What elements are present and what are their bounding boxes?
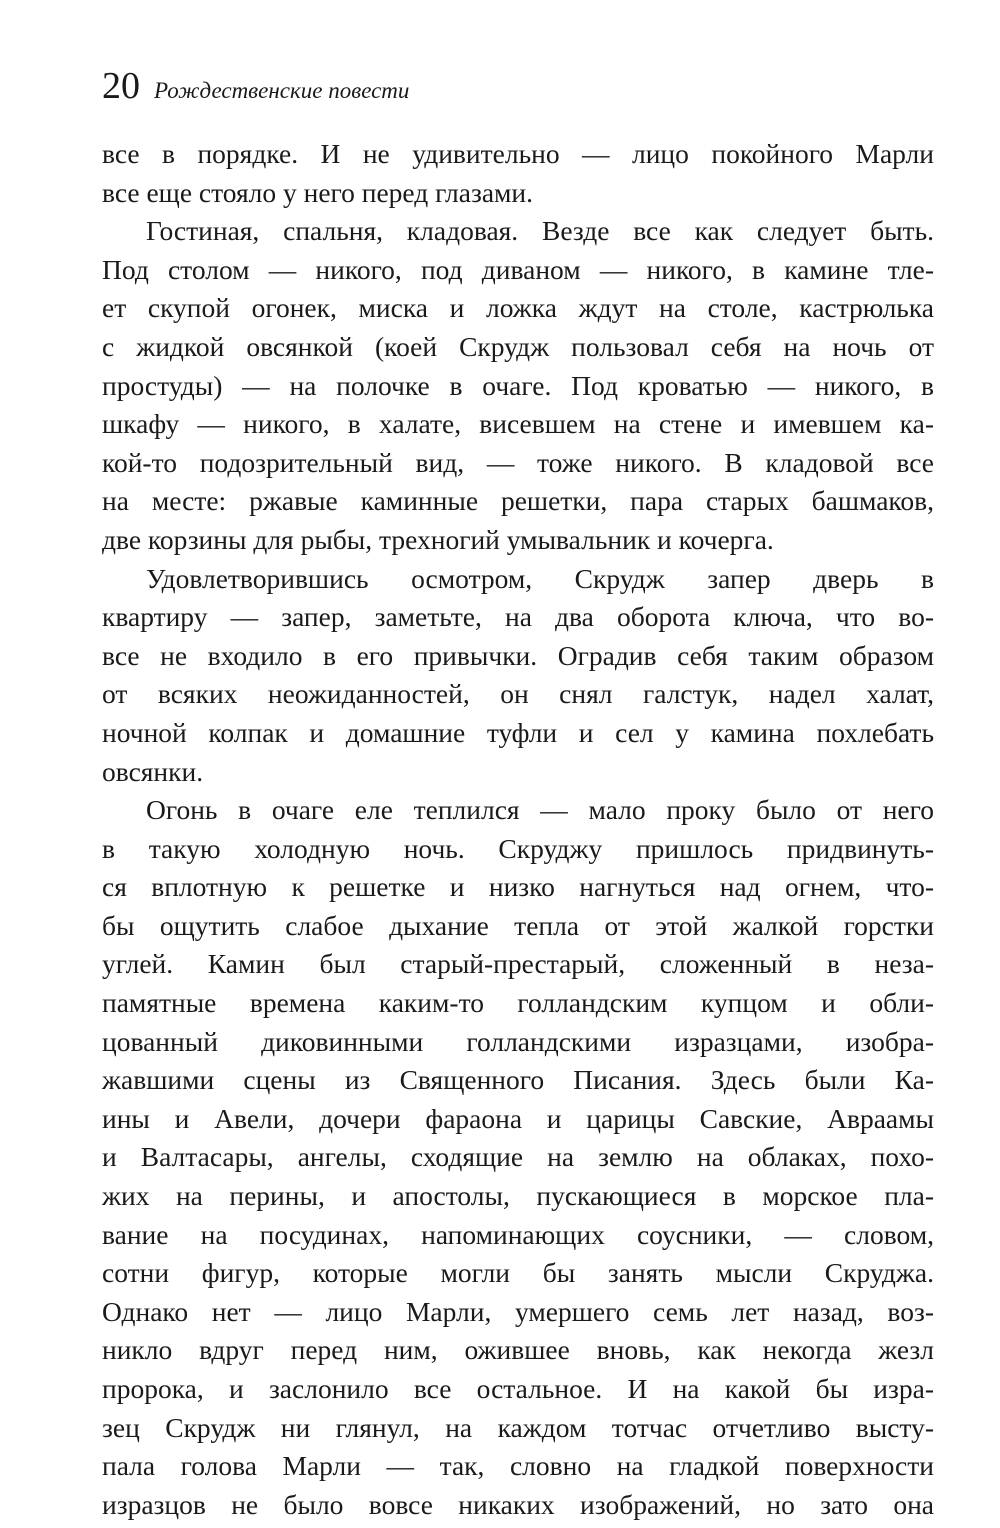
text-line: квартиру — запер, заметьте, на два оборота ключа, что во- <box>102 601 934 633</box>
text-line: все не входило в его привычки. Оградив себя таким образом <box>102 639 934 671</box>
text-line: шкафу — никого, в халате, висевшем на стене и имевшем ка- <box>102 408 934 440</box>
text-line: все в порядке. И не удивительно — лицо покойного Марли <box>102 138 934 169</box>
text-line: вание на посудинах, напоминающих соусники, — словом, <box>102 1218 934 1250</box>
text-line: и Валтасары, ангелы, сходящие на землю на облаках, похо- <box>102 1141 934 1173</box>
text-line: зец Скрудж ни глянул, на каждом тотчас отчетливо высту- <box>102 1411 934 1443</box>
text-line: Огонь в очаге еле теплился — мало проку было от него <box>146 794 934 826</box>
text-line: с жидкой овсянкой (коей Скрудж пользовал себя на ночь от <box>102 330 934 362</box>
text-line: ся вплотную к решетке и низко нагнуться над огнем, что- <box>102 871 934 903</box>
text-line: жавшими сцены из Священного Писания. Здесь были Ка- <box>102 1064 934 1096</box>
text-line: ины и Авели, дочери фараона и царицы Савские, Авраамы <box>102 1102 934 1134</box>
text-line: пала голова Марли — так, словно на гладкой поверхности <box>102 1450 934 1482</box>
text-line: ет скупой огонек, миска и ложка ждут на столе, кастрюлька <box>102 292 934 324</box>
text-line: простуды) — на полочке в очаге. Под кроватью — никого, в <box>102 369 934 401</box>
text-line: изразцов не было вовсе никаких изображений, но зато она <box>102 1488 934 1520</box>
text-line: памятные времена каким-то голландским купцом и обли- <box>102 987 934 1019</box>
text-line: пророка, и заслонило все остальное. И на какой бы изра- <box>102 1373 934 1404</box>
text-line: Однако нет — лицо Марли, умершего семь лет назад, воз- <box>102 1295 934 1327</box>
book-title: Рождественские повести <box>154 78 410 103</box>
text-body <box>102 135 934 1524</box>
text-line: на месте: ржавые каминные решетки, пара старых башмаков, <box>102 485 934 517</box>
text-line: все еще стояло у него перед глазами. <box>102 176 534 208</box>
text-line: овсянки. <box>102 755 204 787</box>
text-line: бы ощутить слабое дыхание тепла от этой жалкой горстки <box>102 909 934 941</box>
text-line: углей. Камин был старый-престарый, сложенный в неза- <box>102 948 934 980</box>
text-line: кой-то подозрительный вид, — тоже никого. В кладовой все <box>102 446 934 478</box>
running-head <box>102 62 409 110</box>
text-line: никло вдруг перед ним, ожившее вновь, как некогда жезл <box>102 1334 934 1366</box>
text-line: цованный диковинными голландскими изразцами, изобра- <box>102 1025 934 1057</box>
text-line: Под столом — никого, под диваном — никого, в камине тле- <box>102 253 934 285</box>
text-line: от всяких неожиданностей, он снял галстук, надел халат, <box>102 678 934 710</box>
text-line: Удовлетворившись осмотром, Скрудж запер дверь в <box>146 562 934 594</box>
text-line: Гостиная, спальня, кладовая. Везде все как следует быть. <box>146 215 934 247</box>
text-line: в такую холодную ночь. Скруджу пришлось придвинуть- <box>102 832 934 864</box>
text-line: ночной колпак и домашние туфли и сел у камина похлебать <box>102 716 934 748</box>
page-number: 20 <box>102 65 140 107</box>
text-line: сотни фигур, которые могли бы занять мысли Скруджа. <box>102 1257 934 1289</box>
text-line: две корзины для рыбы, трехногий умывальник и кочерга. <box>102 523 774 555</box>
text-line: жих на перины, и апостолы, пускающиеся в морское пла- <box>102 1180 934 1212</box>
